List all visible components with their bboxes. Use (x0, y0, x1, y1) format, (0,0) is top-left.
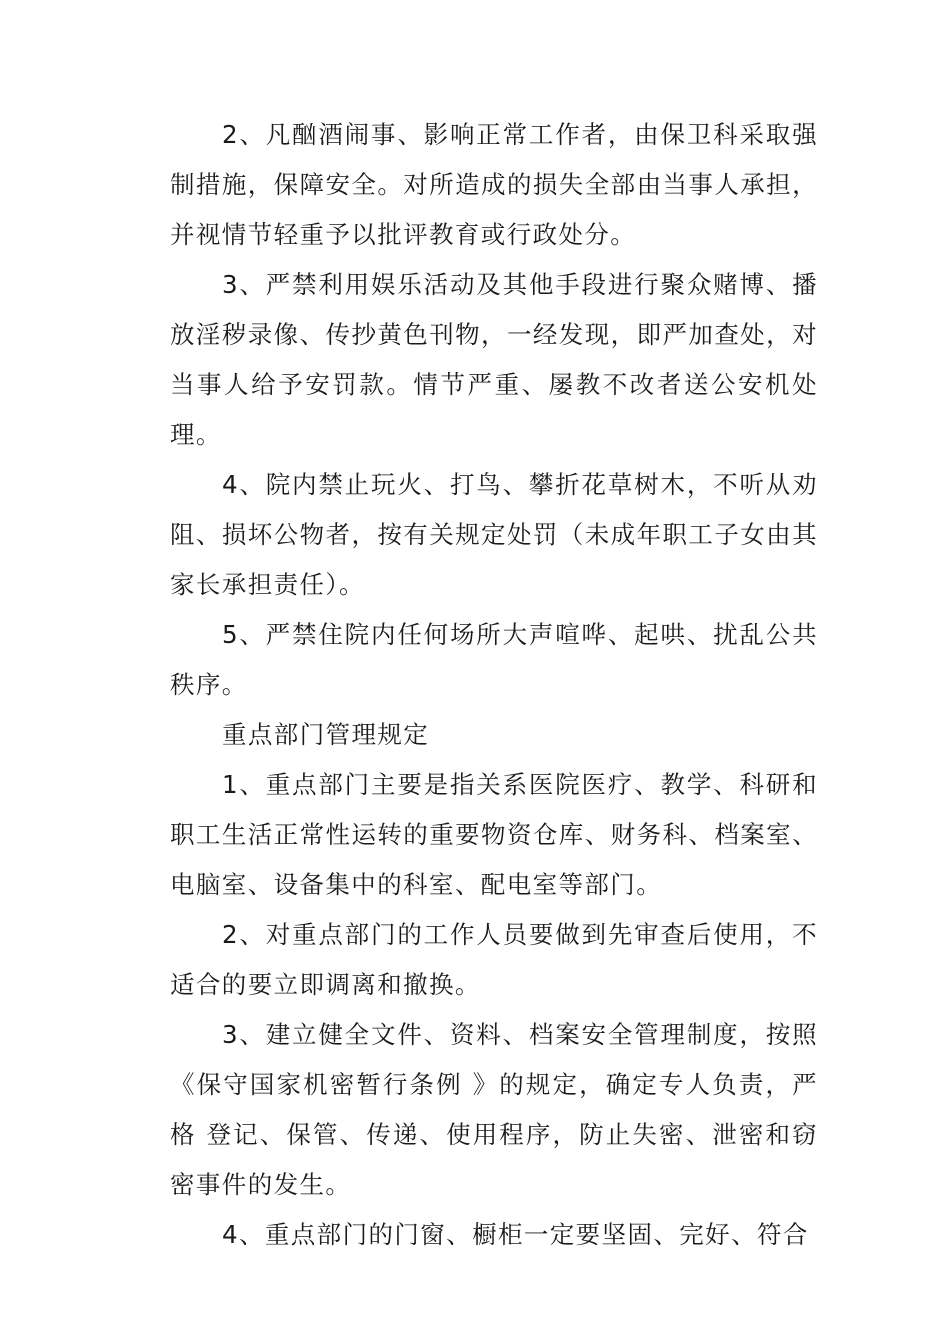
section-paragraph-4: 4、重点部门的门窗、橱柜一定要坚固、完好、符合 (222, 1220, 809, 1249)
section-paragraph-1: 1、重点部门主要是指关系医院医疗、教学、科研和职工生活正常性运转的重要物资仓库、财务科、档案室、电脑室、设备集中的科室、配电室等部门。 (170, 770, 818, 899)
paragraph-rule-4: 4、院内禁止玩火、打鸟、攀折花草树木，不听从劝阻、损坏公物者，按有关规定处罚（未成年职工子女由其家长承担责任）。 (170, 470, 818, 599)
paragraph-rule-5: 5、严禁住院内任何场所大声喧哗、起哄、扰乱公共秩序。 (170, 620, 818, 699)
section-title: 重点部门管理规定 (222, 720, 430, 749)
section-paragraph-3: 3、建立健全文件、资料、档案安全管理制度，按照《保守国家机密暂行条例 》的规定，确定专人负责，严格 登记、保管、传递、使用程序，防止失密、泄密和窃密事件的发生。 (170, 1020, 818, 1199)
section-paragraph-2: 2、对重点部门的工作人员要做到先审查后使用，不适合的要立即调离和撤换。 (170, 920, 818, 999)
paragraph-rule-3: 3、严禁利用娱乐活动及其他手段进行聚众赌博、播放淫秽录像、传抄黄色刊物，一经发现，即严加查处，对当事人给予安罚款。情节严重、屡教不改者送公安机处理。 (170, 270, 818, 449)
paragraph-rule-2: 2、凡酗酒闹事、影响正常工作者，由保卫科采取强制措施，保障安全。对所造成的损失全部由当事人承担，并视情节轻重予以批评教育或行政处分。 (170, 120, 818, 249)
document-body (170, 110, 818, 1260)
